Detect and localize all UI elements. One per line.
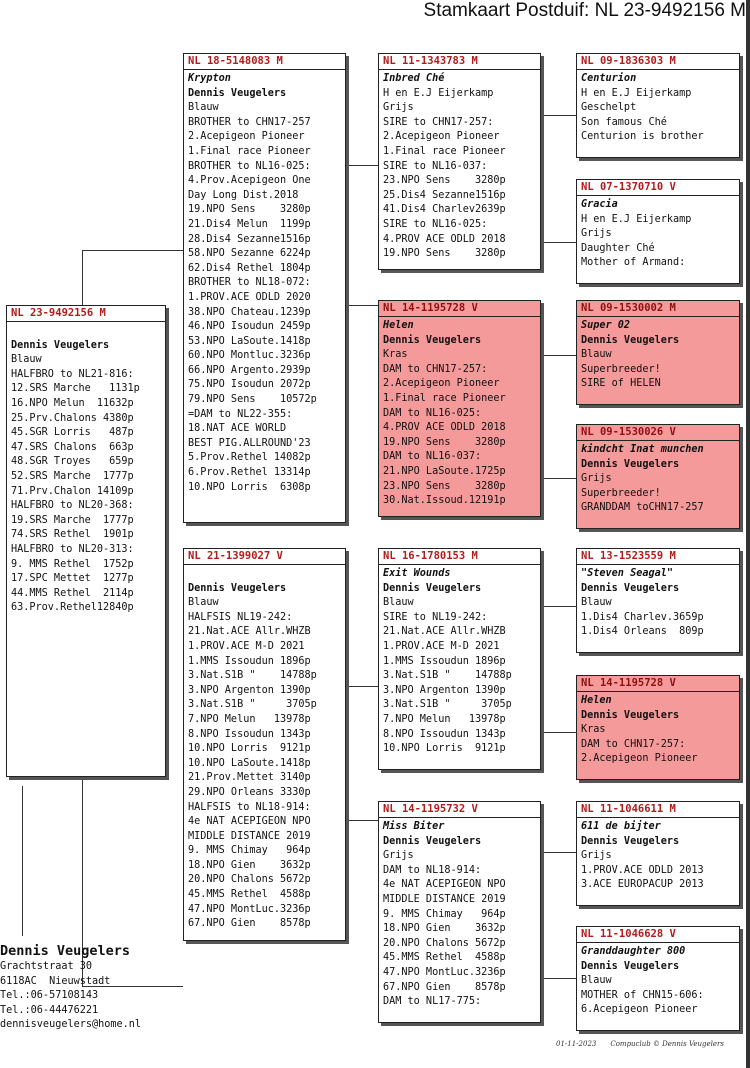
connector [541,355,576,356]
pedigree-card-ssd[interactable] [576,179,740,284]
info-line: 17.SPC Mettet 1277p [11,573,134,585]
info-line: 67.NPO Gien 8578p [188,918,311,930]
connector [541,606,576,607]
pigeon-name: 611 de bijter [581,821,661,832]
owner-line: Dennis Veugelers [383,835,482,847]
info-line: 2.Acepigeon Pioneer [383,378,500,390]
info-line: 9. MMS Chimay 964p [383,908,506,920]
owner-phone: Tel.:06-44476221 [0,1004,99,1016]
ring-number: NL 09-1836303 M [577,54,739,70]
info-line: 1.Final race Pioneer [383,145,506,157]
info-line: 29.NPO Orleans 3330p [188,786,311,798]
info-line: SIRE to CHN17-257: [383,116,494,128]
ring-number: NL 11-1343783 M [379,54,540,70]
info-line: Superbreeder! [581,487,661,499]
info-line: 20.NPO Chalons 5672p [383,937,506,949]
ring-number: NL 13-1523559 M [577,549,739,565]
pigeon-name: "Steven Seagal" [581,568,674,579]
ring-number: NL 11-1046628 V [577,927,739,943]
info-line: 8.NPO Issoudun 1343p [383,728,506,740]
info-line: HALFSIS NL19-242: [188,611,293,623]
connector [541,242,576,243]
info-line: 25.Prv.Chalons 4380p [11,412,134,424]
info-line: 19.NPO Sens 3280p [383,436,506,448]
info-line: 71.Prv.Chalon 14109p [11,485,134,497]
info-line: 1.PROV.ACE M-D 2021 [188,640,305,652]
ring-number: NL 14-1195732 V [379,802,540,818]
connector [541,732,576,733]
info-line: 3.NPO Argenton 1390p [188,684,311,696]
pedigree-card-subject[interactable] [6,305,166,777]
info-line: 10.NPO Lorris 6308p [188,481,311,493]
connector [346,686,378,687]
info-line: Grijs [581,850,612,862]
ring-number: NL 07-1370710 V [577,180,739,196]
pigeon-name: Exit Wounds [383,568,451,579]
info-line: 21.Nat.ACE Allr.WHZB [188,626,311,638]
info-line: 44.MMS Rethel 2114p [11,587,134,599]
info-line: 18.NPO Gien 3632p [383,923,506,935]
info-line: Blauw [581,975,612,987]
owner-phone: Tel.:06-57108143 [0,990,99,1002]
ring-number: NL 21-1399027 V [184,549,345,565]
info-line: DAM to CHN17-257: [581,738,686,750]
pedigree-card-sss[interactable] [576,53,740,158]
info-line: 18.NPO Gien 3632p [188,859,311,871]
info-line: 16.NPO Melun 11632p [11,397,134,409]
owner-line: Dennis Veugelers [581,835,680,847]
info-line: 58.NPO Sezanne 6224p [188,248,311,260]
card-body [577,317,739,392]
pigeon-name: Gracia [581,199,618,210]
info-line: 30.Nat.Issoud.12191p [383,495,506,507]
info-line: 2.Acepigeon Pioneer [188,131,305,143]
owner-email[interactable]: dennisveugelers@home.nl [0,1019,142,1031]
info-line: 5.Prov.Rethel 14082p [188,452,311,464]
info-line: DAM to NL16-025: [383,407,482,419]
info-line: 53.NPO LaSoute.1418p [188,335,311,347]
info-line: 4e NAT ACEPIGEON NPO [383,879,506,891]
card-body [379,317,540,509]
pedigree-card-sire-dam[interactable] [378,300,541,517]
info-line: 1.Dis4 Charlev.3659p [581,611,704,623]
info-line: HALFBRO to NL20-368: [11,500,134,512]
info-line: HALFSIS to NL18-914: [188,801,311,813]
info-line: 19.NPO Sens 3280p [383,248,506,260]
pedigree-card-sire[interactable] [183,53,346,523]
info-line: Grijs [581,228,612,240]
info-line: 4.Prov.Acepigeon One [188,175,311,187]
owner-address-line: 6118AC Nieuwstadt [0,975,111,987]
info-line: MIDDLE DISTANCE 2019 [188,830,311,842]
info-line: 47.SRS Chalons 663p [11,441,134,453]
connector [346,165,378,166]
connector [541,852,576,853]
info-line: MIDDLE DISTANCE 2019 [383,893,506,905]
info-line: 3.Nat.S1B " 3705p [383,699,512,711]
info-line: 7.NPO Melun 13978p [188,713,311,725]
info-line: 45.MMS Rethel 4588p [188,889,311,901]
info-line: 74.SRS Rethel 1901p [11,529,134,541]
info-line [188,567,342,582]
info-line: SIRE to NL16-037: [383,160,488,172]
info-line: 75.NPO Isoudun 2072p [188,379,311,391]
info-line: H en E.J Eijerkamp [581,213,692,225]
pedigree-card-dsd[interactable] [576,675,740,780]
info-line: 3.Nat.S1B " 14788p [383,670,512,682]
info-line: SIRE to NL19-242: [383,611,488,623]
info-line: 45.MMS Rethel 4588p [383,952,506,964]
card-body [577,692,739,767]
right-border [746,0,750,1068]
connector [541,478,576,479]
pigeon-name: Miss Biter [383,821,445,832]
pigeon-name: Granddaughter 800 [581,946,686,957]
info-line: 47.NPO MontLuc.3236p [188,903,311,915]
info-line: 1.Final race Pioneer [383,392,506,404]
info-line: 41.Dis4 Charlev2639p [383,204,506,216]
connector [22,786,23,936]
info-line: BROTHER to CHN17-257 [188,116,311,128]
ring-number: NL 16-1780153 M [379,549,540,565]
owner-line: Dennis Veugelers [188,582,287,594]
info-line: Blauw [383,597,414,609]
card-body [379,70,540,262]
footer-credit: Compuclub © Dennis Veugelers [610,1040,724,1048]
info-line: 48.SGR Troyes 659p [11,456,134,468]
owner-line: Dennis Veugelers [581,960,680,972]
owner-line: Dennis Veugelers [383,582,482,594]
info-line: DAM to NL16-037: [383,451,482,463]
card-body [577,196,739,271]
info-line: 47.NPO MontLuc.3236p [383,966,506,978]
pigeon-name: Helen [581,695,612,706]
connector [346,820,378,821]
info-line: 3.ACE EUROPACUP 2013 [581,879,704,891]
owner-info [0,942,230,1033]
owner-name: Dennis Veugelers [0,943,131,959]
info-line: SIRE of HELEN [581,378,661,390]
info-line: 19.NPO Sens 3280p [188,204,311,216]
card-body [577,70,739,145]
info-line: Blauw [581,349,612,361]
info-line: Grijs [383,850,414,862]
info-line: 46.NPO Isoudun 2459p [188,321,311,333]
card-body [577,943,739,1018]
card-body [577,565,739,640]
info-line: 20.NPO Chalons 5672p [188,874,311,886]
info-line: 52.SRS Marche 1777p [11,470,134,482]
info-line: Geschelpt [581,102,637,114]
info-line: DAM to CHN17-257: [383,363,488,375]
pigeon-name: Helen [383,320,414,331]
info-line: 2.Acepigeon Pioneer [581,753,698,765]
footer [556,1040,738,1048]
info-line: Superbreeder! [581,363,661,375]
card-body [184,70,345,495]
info-line: 1.MMS Issoudun 1896p [383,655,506,667]
info-line: Blauw [11,354,42,366]
ring-number: NL 09-1530002 M [577,301,739,317]
ring-number: NL 09-1530026 V [577,425,739,441]
pigeon-name: Centurion [581,73,637,84]
info-line: 21.Nat.ACE Allr.WHZB [383,626,506,638]
owner-line: Dennis Veugelers [581,582,680,594]
pigeon-name: Inbred Ché [383,73,445,84]
info-line: BROTHER to NL18-072: [188,277,311,289]
owner-line: Dennis Veugelers [581,458,680,470]
info-line: GRANDDAM toCHN17-257 [581,502,704,514]
pigeon-name: Krypton [188,73,231,84]
info-line: 45.SGR Lorris 487p [11,427,134,439]
info-line: MOTHER of CHN15-606: [581,989,704,1001]
pedigree-card-sds[interactable] [576,300,740,405]
info-line: 1.Dis4 Orleans 809p [581,626,704,638]
owner-line: Dennis Veugelers [581,334,680,346]
info-line: Kras [581,724,606,736]
info-line: Blauw [188,597,219,609]
info-line: 67.NPO Gien 8578p [383,981,506,993]
card-body [577,441,739,516]
info-line: BROTHER to NL16-025: [188,160,311,172]
pedigree-card-dam-dam[interactable] [378,801,541,1023]
pigeon-name: kindcht Inat munchen [581,444,704,455]
card-body [577,818,739,893]
info-line: Grijs [581,473,612,485]
info-line: Daughter Ché [581,242,655,254]
owner-line: Dennis Veugelers [11,339,110,351]
ring-number: NL 23-9492156 M [7,306,165,322]
info-line: 10.NPO Lorris 9121p [188,743,311,755]
info-line: 4.PROV ACE ODLD 2018 [383,422,506,434]
info-line: 4.PROV ACE ODLD 2018 [383,233,506,245]
info-line: Kras [383,349,408,361]
info-line: 63.Prov.Rethel12840p [11,602,134,614]
info-line: BEST PIG.ALLROUND'23 [188,437,311,449]
info-line: 25.Dis4 Sezanne1516p [383,189,506,201]
owner-address-line: Grachtstraat 30 [0,961,93,972]
card-body [379,565,540,757]
info-line: Mother of Armand: [581,257,686,269]
info-line: 79.NPO Sens 10572p [188,394,317,406]
info-line: 1.MMS Issoudun 1896p [188,655,311,667]
info-line: 1.Final race Pioneer [188,145,311,157]
info-line: 18.NAT ACE WORLD [188,423,287,435]
info-line: 38.NPO Chateau.1239p [188,306,311,318]
info-line: 3.NPO Argenton 1390p [383,684,506,696]
ring-number: NL 14-1195728 V [379,301,540,317]
pedigree-card-ddd[interactable] [576,926,740,1031]
info-line: 66.NPO Argento.2939p [188,364,311,376]
connector [346,305,378,306]
info-line: 10.NPO LaSoute.1418p [188,757,311,769]
card-body [184,565,345,932]
ring-number: NL 11-1046611 M [577,802,739,818]
info-line: 1.PROV.ACE M-D 2021 [383,640,500,652]
info-line: HALFBRO to NL20-313: [11,543,134,555]
connector [82,250,83,307]
info-line: Centurion is brother [581,131,704,143]
footer-date: 01-11-2023 [556,1040,597,1048]
connector [541,115,576,116]
info-line: DAM to NL18-914: [383,864,482,876]
info-line: Blauw [581,597,612,609]
info-line: SIRE to NL16-025: [383,218,488,230]
info-line: Son famous Ché [581,116,667,128]
info-line: 6.Acepigeon Pioneer [581,1004,698,1016]
info-line: 7.NPO Melun 13978p [383,713,506,725]
pigeon-name: Super 02 [581,320,631,331]
ring-number: NL 18-5148083 M [184,54,345,70]
card-body [7,322,165,616]
info-line: 28.Dis4 Sezanne1516p [188,233,311,245]
info-line: Grijs [383,102,414,114]
info-line: 21.Dis4 Melun 1199p [188,218,311,230]
page-title: Stamkaart Postduif: NL 23-9492156 M [423,0,746,21]
info-line: 23.NPO Sens 3280p [383,175,506,187]
connector [541,978,576,979]
info-line: DAM to NL17-775: [383,996,482,1008]
info-line: 23.NPO Sens 3280p [383,480,506,492]
info-line: =DAM to NL22-355: [188,408,293,420]
info-line: 1.PROV.ACE ODLD 2020 [188,291,311,303]
pedigree-card-dss[interactable] [576,548,740,653]
info-line: 6.Prov.Rethel 13314p [188,467,311,479]
info-line: 60.NPO Montluc.3236p [188,350,311,362]
owner-line: Dennis Veugelers [581,709,680,721]
pedigree-card-dds[interactable] [576,801,740,906]
pedigree-card-dam-sire[interactable] [378,548,541,770]
info-line: 9. MMS Rethel 1752p [11,558,134,570]
info-line: Day Long Dist.2018 [188,189,299,201]
pedigree-card-sdd[interactable] [576,424,740,529]
info-line: 8.NPO Issoudun 1343p [188,728,311,740]
info-line: 10.NPO Lorris 9121p [383,743,506,755]
info-line: 3.Nat.S1B " 3705p [188,699,317,711]
info-line: 12.SRS Marche 1131p [11,383,140,395]
info-line: 21.Prov.Mettet 3140p [188,772,311,784]
pedigree-card-dam[interactable] [183,548,346,941]
info-line: 9. MMS Chimay 964p [188,845,311,857]
info-line: H en E.J Eijerkamp [581,87,692,99]
info-line: 3.Nat.S1B " 14788p [188,670,317,682]
info-line: Blauw [188,102,219,114]
pedigree-card-sire-sire[interactable] [378,53,541,270]
info-line: 4e NAT ACEPIGEON NPO [188,816,311,828]
info-line: 2.Acepigeon Pioneer [383,131,500,143]
owner-line: Dennis Veugelers [383,334,482,346]
ring-number: NL 14-1195728 V [577,676,739,692]
info-line: H en E.J Eijerkamp [383,87,494,99]
connector [82,250,183,251]
info-line: 62.Dis4 Rethel 1804p [188,262,311,274]
info-line [11,324,162,339]
owner-line: Dennis Veugelers [188,87,287,99]
info-line: 21.NPO LaSoute.1725p [383,465,506,477]
info-line: 19.SRS Marche 1777p [11,514,134,526]
info-line: HALFBRO to NL21-816: [11,368,134,380]
card-body [379,818,540,1010]
info-line: 1.PROV.ACE ODLD 2013 [581,864,704,876]
